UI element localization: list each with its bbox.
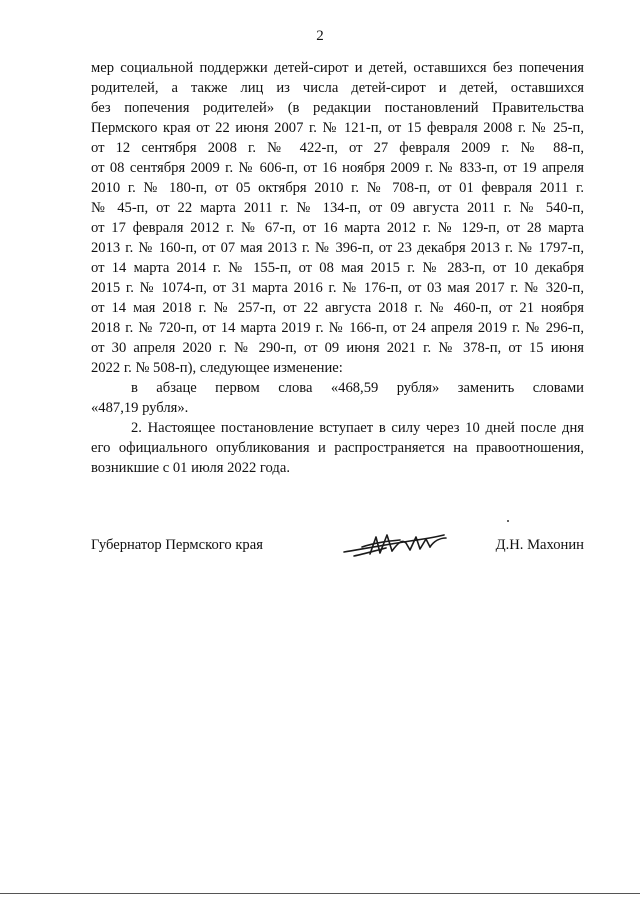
text-line: от 17 февраля 2012 г. № 67-п, от 16 марта 2012 г. № 129-п, от 28 марта: [91, 220, 584, 236]
handwritten-signature: [340, 525, 448, 565]
text-line: от 30 апреля 2020 г. № 290-п, от 09 июня 2021 г. № 378-п, от 15 июня: [91, 340, 584, 356]
text-line: без попечения родителей» (в редакции постановлений Правительства: [91, 100, 584, 116]
text-line: 2010 г. № 180-п, от 05 октября 2010 г. № 708-п, от 01 февраля 2011 г.: [91, 180, 584, 196]
text-line: 2. Настоящее постановление вступает в силу через 10 дней после дня: [131, 420, 584, 436]
page-number: 2: [316, 28, 324, 44]
text-line: 2022 г. № 508-п), следующее изменение:: [91, 360, 343, 376]
text-line: возникшие с 01 июля 2022 года.: [91, 460, 290, 476]
bottom-border: [0, 893, 640, 894]
ink-dot: [507, 520, 509, 522]
text-line: от 14 марта 2014 г. № 155-п, от 08 мая 2015 г. № 283-п, от 10 декабря: [91, 260, 584, 276]
text-line: в абзаце первом слова «468,59 рубля» заменить словами: [131, 380, 584, 396]
text-line: мер социальной поддержки детей-сирот и детей, оставшихся без попечения: [91, 60, 584, 76]
text-line: № 45-п, от 22 марта 2011 г. № 134-п, от 09 августа 2011 г. № 540-п,: [91, 200, 584, 216]
text-line: «487,19 рубля».: [91, 400, 189, 416]
signatory-name: Д.Н. Махонин: [495, 537, 584, 553]
text-line: его официального опубликования и распространяется на правоотношения,: [91, 440, 584, 456]
signatory-title: Губернатор Пермского края: [91, 537, 263, 553]
text-line: 2015 г. № 1074-п, от 31 марта 2016 г. № 176-п, от 03 мая 2017 г. № 320-п,: [91, 280, 584, 296]
text-line: родителей, а также лиц из числа детей-сирот и детей, оставшихся: [91, 80, 584, 96]
text-line: 2013 г. № 160-п, от 07 мая 2013 г. № 396-п, от 23 декабря 2013 г. № 1797-п,: [91, 240, 584, 256]
text-line: от 14 мая 2018 г. № 257-п, от 22 августа 2018 г. № 460-п, от 21 ноября: [91, 300, 584, 316]
text-line: от 12 сентября 2008 г. № 422-п, от 27 февраля 2009 г. № 88-п,: [91, 140, 584, 156]
text-line: 2018 г. № 720-п, от 14 марта 2019 г. № 166-п, от 24 апреля 2019 г. № 296-п,: [91, 320, 584, 336]
text-line: Пермского края от 22 июня 2007 г. № 121-п, от 15 февраля 2008 г. № 25-п,: [91, 120, 584, 136]
text-line: от 08 сентября 2009 г. № 606-п, от 16 ноября 2009 г. № 833-п, от 19 апреля: [91, 160, 584, 176]
